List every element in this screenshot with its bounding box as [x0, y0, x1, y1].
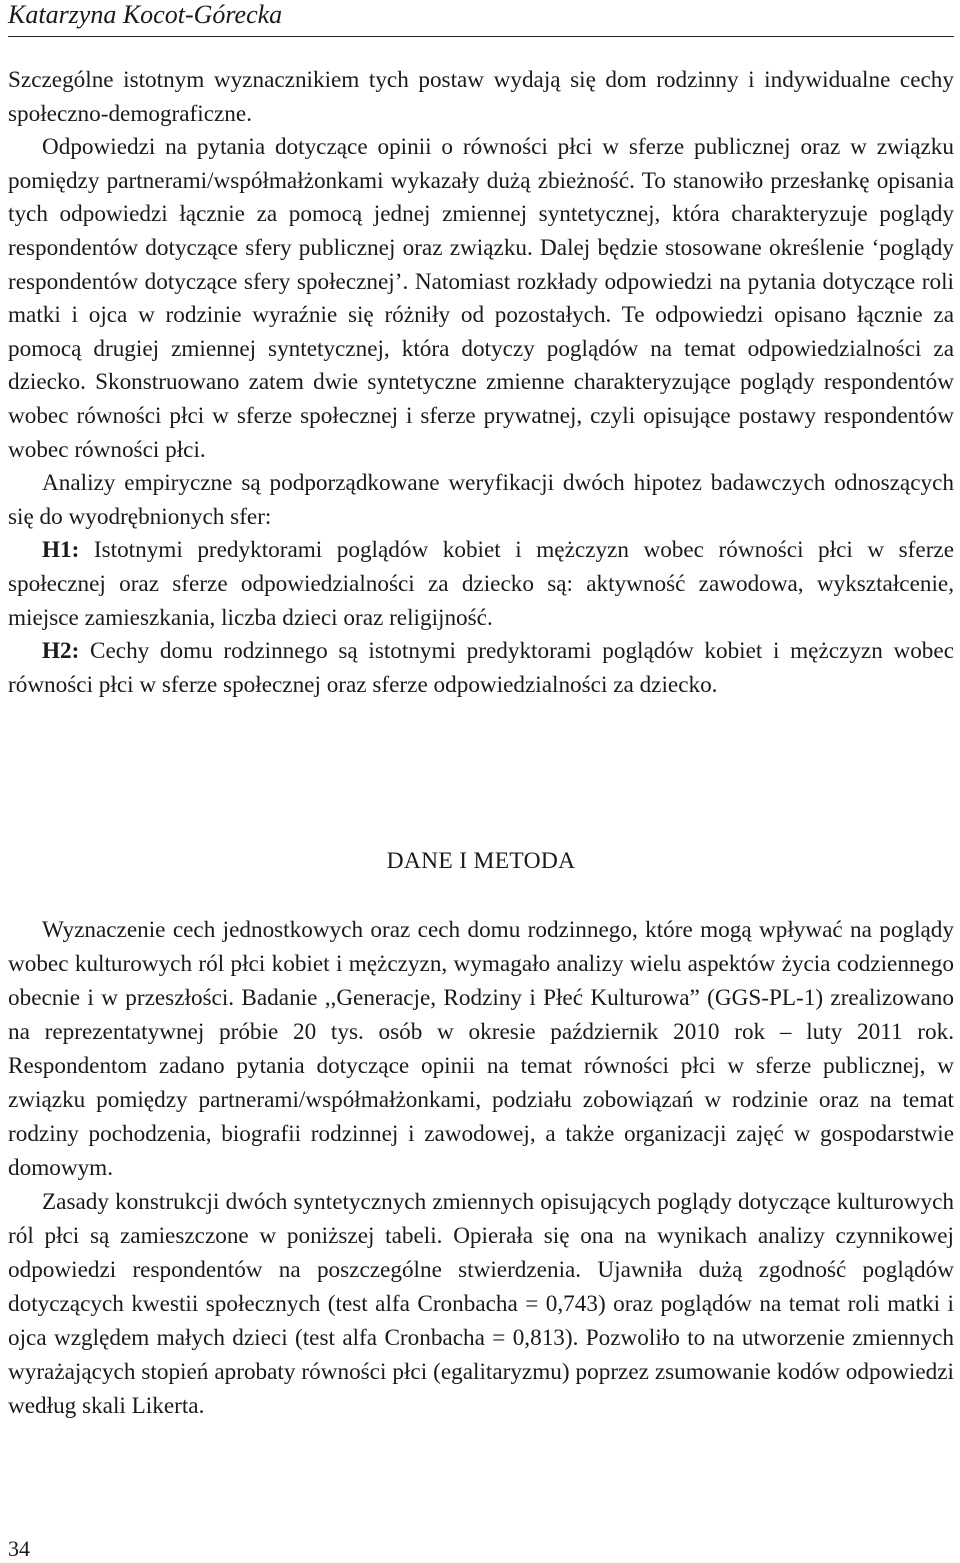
paragraph-4: Wyznaczenie cech jednostkowych oraz cech domu rodzinnego, które mogą wpływać na poglądy wobec kulturowych ról płci kobiet i mężczyzn, wymagało analizy wielu aspektów życia codziennego obecnie i w przeszłości. Badanie ,,Generacje, Rodziny i Płeć Kulturowa” (GGS-PL-1) zrealizowano na reprezentatywnej próbie 20 tys. osób w okresie październik 2010 rok – luty 2011 rok. Respondentom zadano pytania dotyczące opinii na temat równości płci w sferze publicznej, w związku pomiędzy partnerami/współmałżonkami, podziału zobowiązań w rodzinie oraz na temat rodziny pochodzenia, biografii rodzinnej i zawodowej, a także organizacji zajęć w gospodarstwie domowym. [8, 917, 954, 1181]
section-body-2 [8, 913, 954, 1423]
page-number: 34 [8, 1536, 30, 1561]
paragraph-2: Odpowiedzi na pytania dotyczące opinii o równości płci w sferze publicznej oraz w związku pomiędzy partnerami/współmałżonkami wykazały dużą zbieżność. To stanowiło przesłankę opisania tych odpowiedzi łącznie za pomocą jednej zmiennej syntetycznej, która charakteryzuje poglądy respondentów dotyczące sfery publicznej oraz związku. Dalej będzie stosowane określenie ‘poglądy respondentów dotyczące sfery społecznej’. Natomiast rozkłady odpowiedzi na pytania dotyczące roli matki i ojca w rodzinie wyraźnie się różniły od pozostałych. Te odpowiedzi opisano łącznie za pomocą drugiej zmiennej syntetycznej, która dotyczy poglądów na temat odpowiedzialności za dziecko. Skonstruowano zatem dwie syntetyczne zmienne charakteryzujące poglądy respondentów wobec równości płci w sferze społecznej i sferze prywatnej, czyli opisujące postawy respondentów wobec równości płci. [8, 134, 954, 463]
hypothesis-1 [8, 534, 954, 635]
hypothesis-1-label: H1: [42, 537, 80, 564]
hypothesis-2 [8, 635, 954, 702]
section-heading: DANE I METODA [386, 848, 576, 874]
hypothesis-2-label: H2: [42, 638, 80, 665]
running-header [8, 0, 954, 37]
section-body-1 [8, 64, 954, 702]
paragraph-5: Zasady konstrukcji dwóch syntetycznych zmiennych opisujących poglądy dotyczące kulturowych ról płci są zamieszczone w poniższej tabeli. Opierała się ona na wynikach analizy czynnikowej odpowiedzi respondentów na poszczególne stwierdzenia. Ujawniła dużą zgodność poglądów dotyczących kwestii społecznych (test alfa Cronbacha = 0,743) oraz poglądów na temat roli matki i ojca względem małych dzieci (test alfa Cronbacha = 0,813). Pozwoliło to na utworzenie zmiennych wyrażających stopień aprobaty równości płci (egalitaryzmu) poprzez zsumowanie kodów odpowiedzi według skali Likerta. [8, 1189, 954, 1419]
paragraph-1: Szczególne istotnym wyznacznikiem tych postaw wydają się dom rodzinny i indywidualne cechy społeczno-demograficzne. [8, 67, 954, 127]
hypothesis-1-text: Istotnymi predyktorami poglądów kobiet i mężczyzn wobec równości płci w sferze społecznej oraz sferze odpowiedzialności za dziecko są: aktywność zawodowa, wykształcenie, miejsce zamieszkania, liczba dzieci oraz religijność. [8, 537, 954, 631]
paragraph-3: Analizy empiryczne są podporządkowane weryfikacji dwóch hipotez badawczych odnoszących się do wyodrębnionych sfer: [8, 470, 954, 530]
header-author: Katarzyna Kocot-Górecka [8, 0, 283, 29]
hypothesis-2-text: Cechy domu rodzinnego są istotnymi predyktorami poglądów kobiet i mężczyzn wobec równości płci w sferze społecznej oraz sferze odpowiedzialności za dziecko. [8, 638, 954, 698]
